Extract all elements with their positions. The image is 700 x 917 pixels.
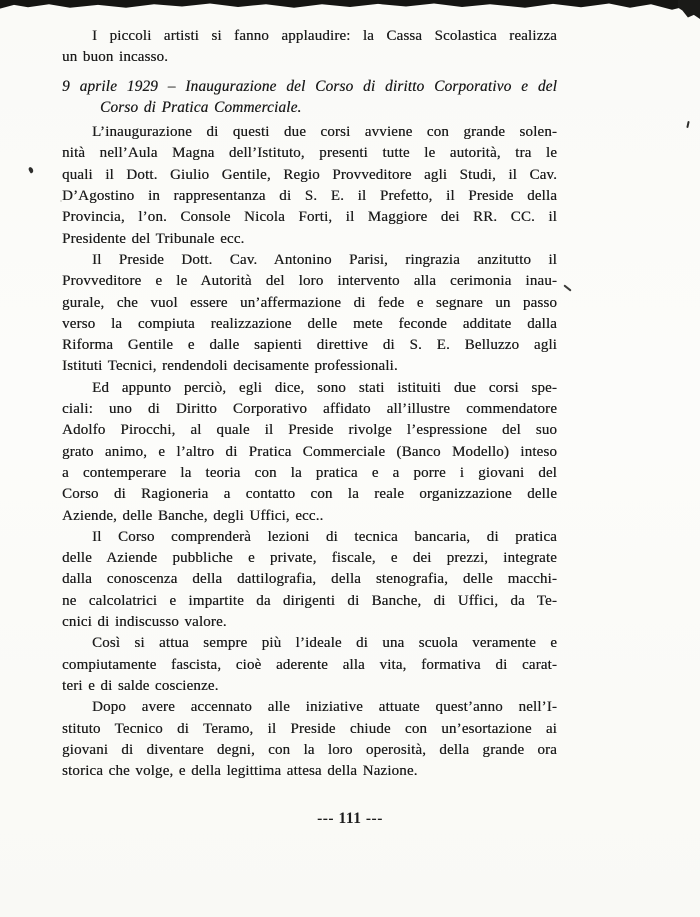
text-line: Ed appunto perciò, egli dice, sono stati istituiti due corsi spe- (92, 379, 557, 396)
text-line: Provincia, l’on. Console Nicola Forti, il Maggiore dei RR. CC. il (62, 209, 557, 226)
text-line: Dopo avere accennato alle iniziative attuate quest’anno nell’I- (92, 699, 557, 716)
text-line: Provveditore e le Autorità del loro intervento alla cerimonia inau- (62, 273, 557, 290)
text-line: Corso di Ragioneria a contatto con la reale organizzazione delle (62, 486, 557, 503)
text-line: delle Aziende pubbliche e private, fiscale, e dei prezzi, integrate (62, 550, 557, 567)
text-line: giovani di diventare degni, con la loro operosità, della grande ora (62, 741, 557, 758)
text-line: Istituti Tecnici, rendendoli decisamente professionali. (62, 358, 398, 375)
scan-speck (686, 121, 689, 128)
heading-line: 9 aprile 1929 – Inaugurazione del Corso di diritto Corporativo e del (62, 77, 557, 95)
scan-artifact-top-right-corner (678, 0, 700, 19)
text-line: storica che volge, e della legittima attesa della Nazione. (62, 763, 418, 780)
scan-speck (28, 166, 34, 173)
text-line: Riforma Gentile e dalle sapienti direttive di S. E. Belluzzo agli (62, 337, 557, 354)
text-line: Presidente del Tribunale ecc. (62, 230, 245, 247)
text-line: Aziende, delle Banche, degli Uffici, ecc.. (62, 507, 324, 524)
text-line: L’inaugurazione di questi due corsi avviene con grande solen- (92, 124, 557, 141)
text-line: D’Agostino in rappresentanza di S. E. il Prefetto, il Preside della (62, 188, 557, 205)
text-line: un buon incasso. (62, 49, 169, 66)
text-line: dalla conoscenza della dattilografia, della stenografia, delle macchi- (62, 571, 557, 588)
paragraph (62, 633, 557, 697)
paragraph (62, 697, 557, 782)
scan-artifact-top-edge (0, 0, 700, 14)
page-number: --- 111 --- (317, 810, 383, 827)
text-line: Adolfo Pirocchi, al quale il Preside rivolge l’espressione del suo (62, 422, 557, 439)
text-line: Così si attua sempre più l’ideale di una scuola veramente e (92, 635, 557, 652)
heading-line: Corso di Pratica Commerciale. (100, 98, 302, 116)
text-line: quali il Dott. Giulio Gentile, Regio Provveditore agli Studi, il Cav. (62, 166, 557, 183)
paragraph-continuation (62, 26, 557, 69)
text-line: Il Corso comprenderà lezioni di tecnica bancaria, di pratica (92, 528, 557, 545)
paragraph (62, 250, 557, 378)
text-line: verso la compiuta realizzazione delle mete feconde additate dalla (62, 315, 557, 332)
text-line: ne calcolatrici e impartite da dirigenti di Banche, di Uffici, da Te- (62, 592, 557, 609)
text-line: ciali: uno di Diritto Corporativo affidato all’illustre commendatore (62, 401, 557, 418)
text-line: a contemperare la teoria con la pratica e a porre i giovani del (62, 464, 557, 481)
text-line: I piccoli artisti si fanno applaudire: la Cassa Scolastica realizza (92, 28, 557, 44)
paragraph (62, 527, 557, 633)
paragraph (62, 122, 557, 250)
text-line: grato animo, e l’altro di Pratica Commerciale (Banco Modello) inteso (62, 443, 557, 460)
text-line: compiutamente fascista, cioè aderente alla vita, formativa di carat- (62, 656, 557, 673)
text-line: Il Preside Dott. Cav. Antonino Parisi, ringrazia anzitutto il (92, 251, 557, 268)
text-line: nità nell’Aula Magna dell’Istituto, presenti tutte le autorità, tra le (62, 145, 557, 162)
date-heading (62, 76, 557, 119)
text-line: teri e di salde coscienze. (62, 677, 219, 694)
text-line: stituto Tecnico di Teramo, il Preside chiude con un’esortazione ai (62, 720, 557, 737)
text-line: gurale, che vuol essere un’affermazione di fede e segnare un passo (62, 294, 557, 311)
scan-speck (563, 284, 571, 291)
page-text-block (62, 26, 557, 782)
text-line: cnici di indiscusso valore. (62, 614, 227, 631)
paragraph (62, 378, 557, 527)
